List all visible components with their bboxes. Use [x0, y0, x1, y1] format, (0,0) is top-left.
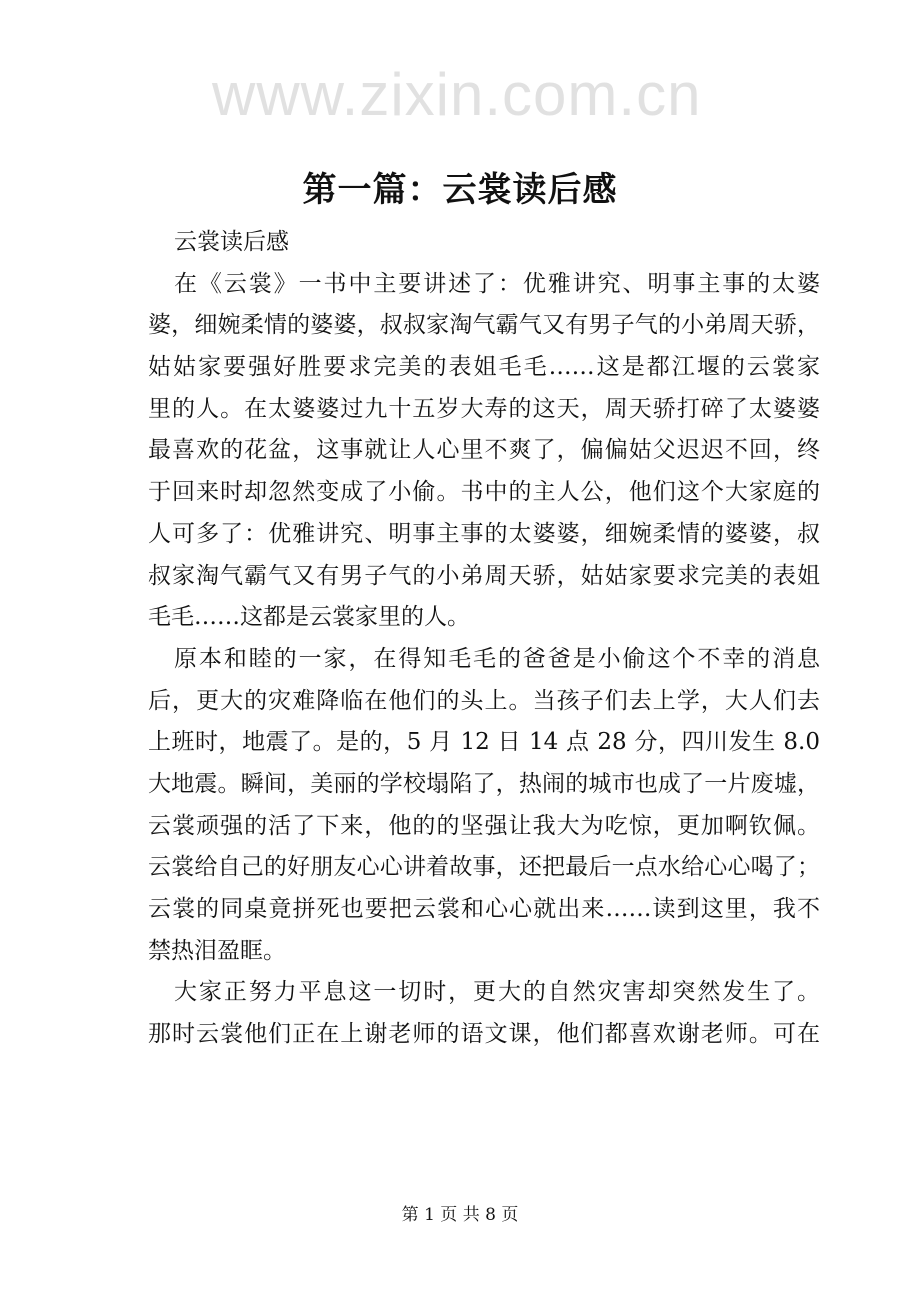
text-line: 上班时，地震了。是的，5 月 12 日 14 点 28 分，四川发生 8.0: [148, 729, 820, 756]
watermark: www.zixin.com.cn: [212, 61, 702, 128]
paragraph: [148, 222, 820, 264]
text-line: 大家正努力平息这一切时，更大的自然灾害却突然发生了。: [174, 979, 820, 1006]
text-line: 后，更大的灾难降临在他们的头上。当孩子们去上学，大人们去: [148, 687, 820, 714]
text-line: 在《云裳》一书中主要讲述了：优雅讲究、明事主事的太婆: [174, 270, 820, 297]
text-line: 原本和睦的一家，在得知毛毛的爸爸是小偷这个不幸的消息: [174, 645, 820, 672]
text-line: 婆，细婉柔情的婆婆，叔叔家淘气霸气又有男子气的小弟周天骄，: [148, 312, 820, 339]
text-line: 云裳的同桌竟拼死也要把云裳和心心就出来……读到这里，我不: [148, 896, 820, 922]
document-body: [148, 222, 820, 1056]
text-line: 叔家淘气霸气又有男子气的小弟周天骄，姑姑家要求完美的表姐: [148, 562, 820, 589]
paragraph: [148, 639, 820, 973]
text-line: 人可多了：优雅讲究、明事主事的太婆婆，细婉柔情的婆婆，叔: [148, 520, 820, 547]
page-footer: 第 1 页 共 8 页: [401, 1205, 519, 1225]
paragraph: [148, 264, 820, 639]
text-line: 姑姑家要强好胜要求完美的表姐毛毛……这是都江堰的云裳家: [148, 354, 820, 381]
text-line: 那时云裳他们正在上谢老师的语文课，他们都喜欢谢老师。可在: [148, 1021, 820, 1048]
paragraph: [148, 972, 820, 1055]
text-line: 云裳给自己的好朋友心心讲着故事，还把最后一点水给心心喝了；: [148, 854, 820, 881]
text-line: 大地震。瞬间，美丽的学校塌陷了，热闹的城市也成了一片废墟，: [148, 770, 820, 797]
text-line: 云裳读后感: [174, 229, 289, 255]
text-line: 云裳顽强的活了下来，他的的坚强让我大为吃惊，更加啊钦佩。: [148, 812, 820, 839]
text-line: 于回来时却忽然变成了小偷。书中的主人公，他们这个大家庭的: [148, 479, 820, 506]
text-line: 毛毛……这都是云裳家里的人。: [148, 604, 470, 631]
text-line: 禁热泪盈眶。: [148, 937, 286, 964]
document-title: 第一篇：云裳读后感: [302, 170, 618, 210]
text-line: 最喜欢的花盆，这事就让人心里不爽了，偏偏姑父迟迟不回，终: [148, 437, 820, 464]
text-line: 里的人。在太婆婆过九十五岁大寿的这天，周天骄打碎了太婆婆: [148, 395, 820, 422]
